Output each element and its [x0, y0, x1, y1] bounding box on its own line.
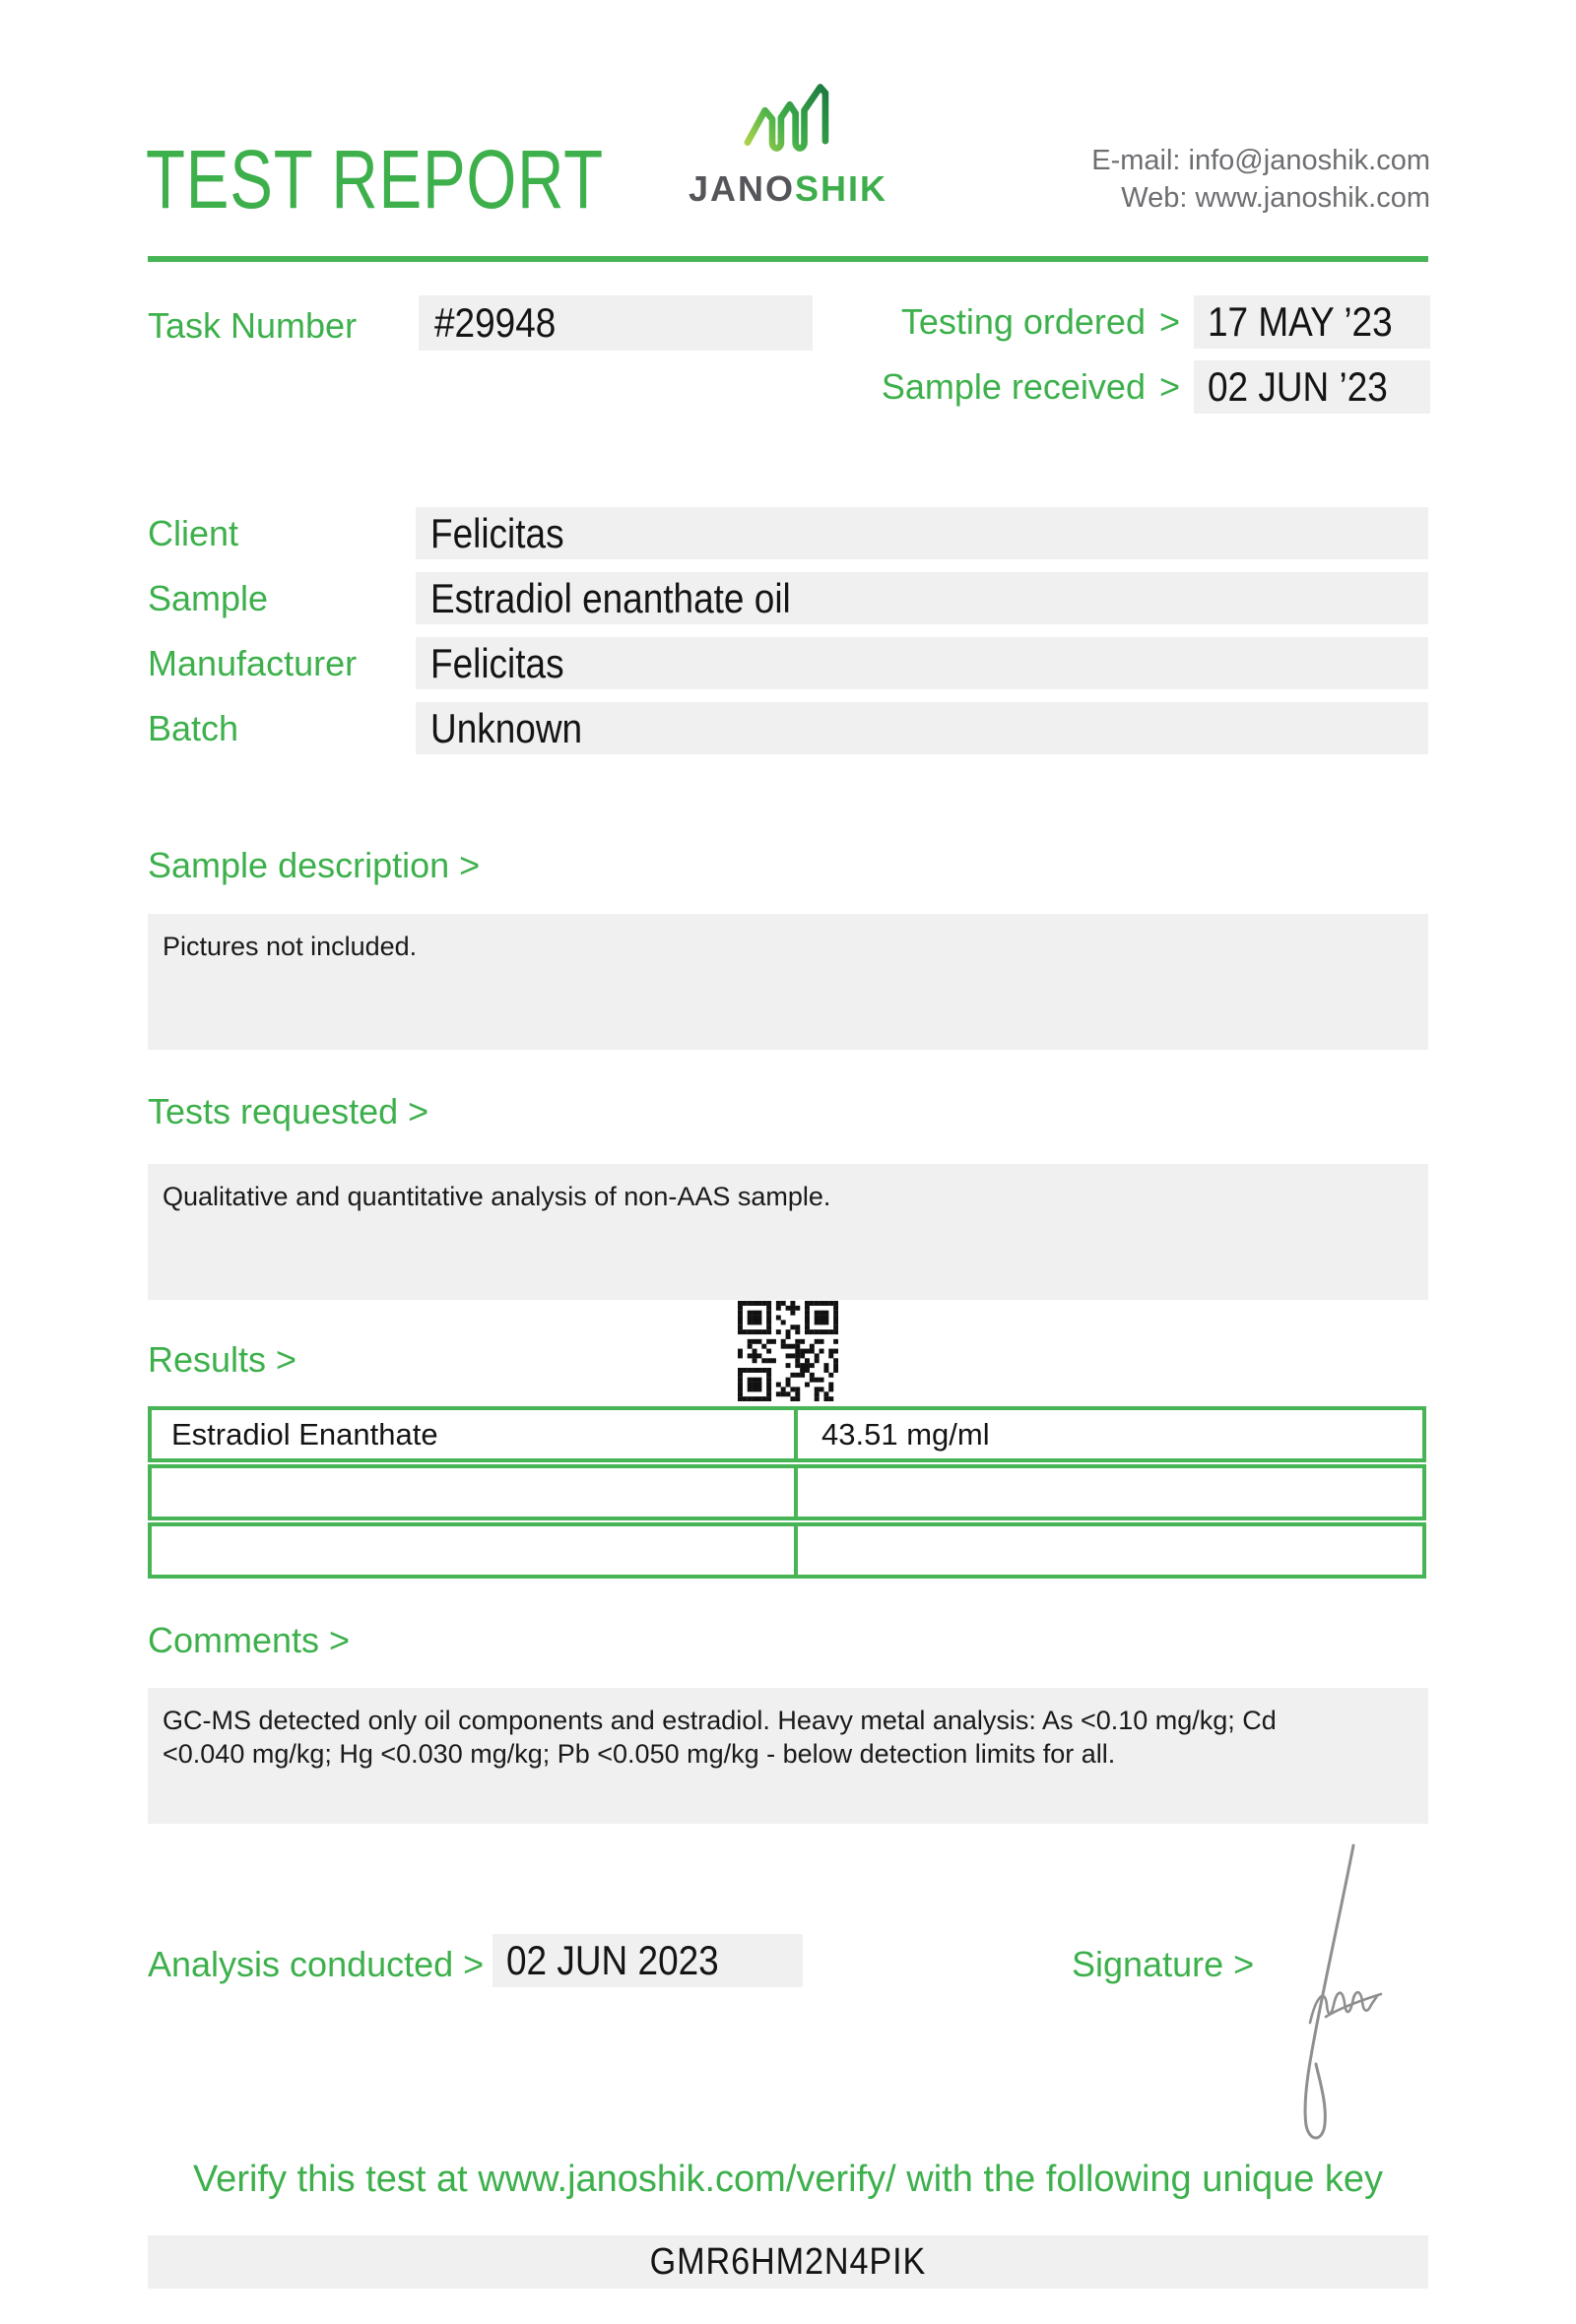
manufacturer-field	[416, 637, 1428, 689]
result-value-cell: 43.51 mg/ml	[794, 1410, 1422, 1458]
table-row	[148, 1522, 1426, 1579]
analysis-date-value: 02 JUN 2023	[506, 1937, 719, 1983]
sample-info-list	[148, 507, 1428, 767]
batch-field	[416, 702, 1428, 754]
analysis-conducted-label: Analysis conducted >	[148, 1944, 485, 1984]
task-number-field	[419, 295, 813, 351]
analysis-date-field	[492, 1934, 803, 1987]
sample-description-heading: Sample description >	[148, 845, 481, 885]
testing-ordered-field	[1194, 295, 1430, 349]
info-row-manufacturer	[148, 637, 1428, 689]
logo-text-shik: SHIK	[795, 168, 888, 209]
info-row-batch	[148, 702, 1428, 754]
tests-requested-box: Qualitative and quantitative analysis of non-AAS sample.	[148, 1164, 1428, 1300]
manufacturer-value: Felicitas	[430, 639, 564, 686]
testing-ordered-arrow: >	[1158, 301, 1180, 342]
client-value: Felicitas	[430, 509, 564, 556]
unique-key-value: GMR6HM2N4PIK	[649, 2240, 927, 2283]
task-number-value: #29948	[434, 299, 557, 346]
testing-ordered-row	[867, 295, 1430, 349]
table-row	[148, 1406, 1426, 1462]
unique-key-field	[148, 2235, 1428, 2289]
testing-ordered-value: 17 MAY ’23	[1208, 298, 1393, 345]
results-table	[148, 1406, 1426, 1581]
contact-block	[1091, 142, 1430, 217]
sample-field	[416, 572, 1428, 624]
sample-label: Sample	[148, 577, 269, 618]
info-row-sample	[148, 572, 1428, 624]
client-label: Client	[148, 512, 239, 553]
batch-label: Batch	[148, 707, 239, 748]
signature-label: Signature >	[1072, 1944, 1255, 1984]
client-field	[416, 507, 1428, 559]
result-value-cell	[794, 1468, 1422, 1517]
sample-value: Estradiol enanthate oil	[430, 574, 791, 621]
testing-ordered-label: Testing ordered	[900, 301, 1146, 342]
logo-wordmark	[680, 167, 896, 210]
contact-web: Web: www.janoshik.com	[1121, 182, 1430, 214]
signature-graphic	[1273, 1840, 1386, 2153]
sample-received-value: 02 JUN ’23	[1208, 363, 1388, 410]
page-title: TEST REPORT	[146, 133, 604, 226]
comments-heading: Comments >	[148, 1620, 351, 1660]
result-analyte-cell	[152, 1526, 794, 1575]
logo-text-jano: JANO	[688, 168, 795, 209]
sample-received-field	[1194, 360, 1430, 414]
comments-box: GC-MS detected only oil components and estradiol. Heavy metal analysis: As <0.10 mg/kg; Cd <0.040 mg/kg; Hg <0.030 mg/kg; Pb <0.050 mg/kg - below detection limits for all.	[148, 1688, 1428, 1824]
result-value-cell	[794, 1526, 1422, 1575]
batch-value: Unknown	[430, 704, 583, 751]
info-row-client	[148, 507, 1428, 559]
result-analyte-cell: Estradiol Enanthate	[171, 1416, 438, 1452]
results-heading: Results >	[148, 1339, 297, 1380]
task-number-label: Task Number	[148, 305, 358, 346]
result-analyte-cell	[152, 1468, 794, 1517]
table-row	[148, 1464, 1426, 1520]
tests-requested-heading: Tests requested >	[148, 1091, 429, 1131]
sample-received-label: Sample received	[881, 366, 1146, 407]
contact-email: E-mail: info@janoshik.com	[1091, 145, 1430, 176]
verify-instruction: Verify this test at www.janoshik.com/verify/ with the following unique key	[192, 2159, 1384, 2200]
sample-description-box: Pictures not included.	[148, 914, 1428, 1050]
sample-received-arrow: >	[1158, 366, 1180, 407]
manufacturer-label: Manufacturer	[148, 642, 358, 683]
header-divider	[148, 256, 1428, 262]
sample-received-row	[867, 360, 1430, 414]
logo-chart-icon	[742, 77, 836, 161]
dates-block	[867, 295, 1430, 425]
qr-code	[738, 1301, 838, 1401]
